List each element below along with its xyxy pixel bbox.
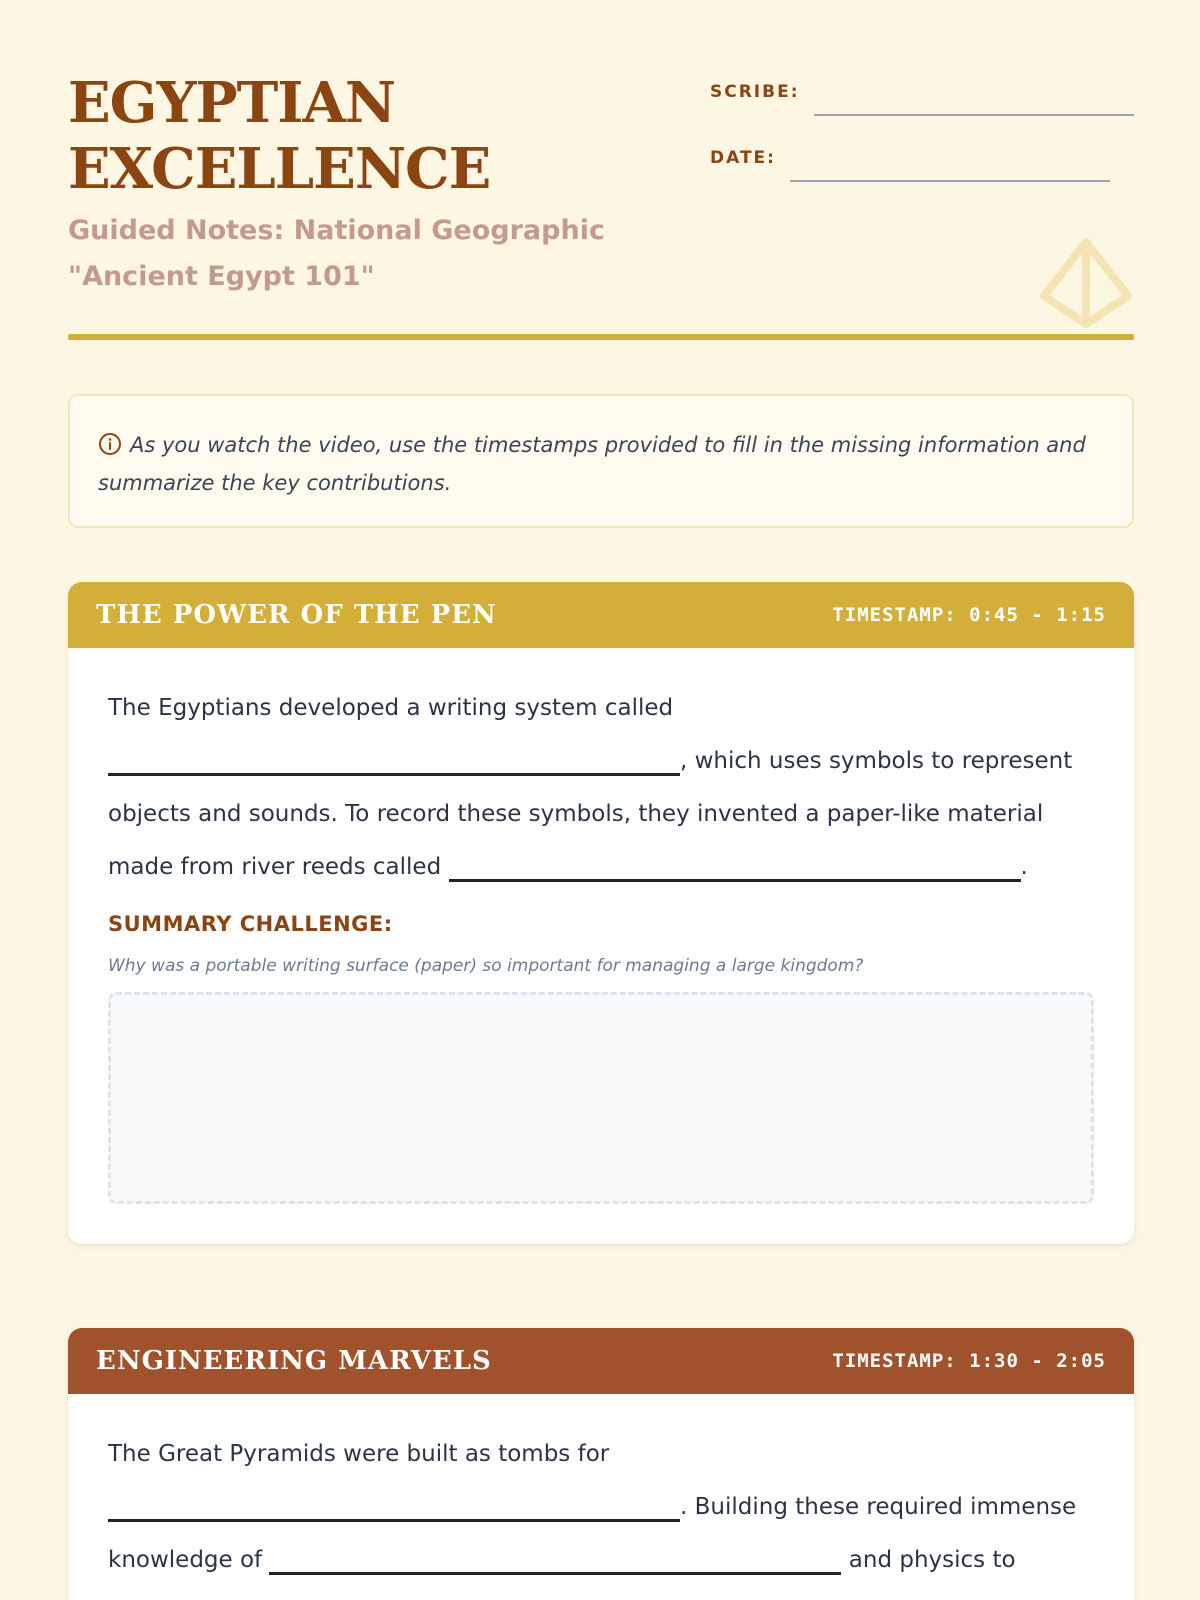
section-body: [68, 1394, 1134, 1600]
instructions-text: As you watch the video, use the timestamps provided to fill in the missing information and summarize the key contributions.: [98, 433, 1086, 495]
section-timestamp: TIMESTAMP: 0:45 - 1:15: [832, 604, 1106, 626]
instructions-box: [68, 394, 1134, 528]
scribe-label: SCRIBE:: [710, 82, 800, 102]
paragraph-text-1: The Egyptians developed a writing system called: [108, 695, 674, 721]
date-field: [710, 148, 1110, 168]
page-header: [68, 70, 1134, 340]
header-divider: [68, 334, 1134, 340]
paragraph-text-3: .: [1020, 854, 1028, 880]
instructions-text-wrap: [98, 426, 1104, 502]
summary-question: Why was a portable writing surface (paper) so important for managing a large kingdom?: [108, 956, 864, 976]
pyramid-icon: [1036, 236, 1136, 336]
section-title: THE POWER OF THE PEN: [96, 600, 497, 630]
fill-blank-mathematics[interactable]: [269, 1545, 841, 1575]
scribe-line[interactable]: [814, 114, 1134, 116]
section-card-power-of-the-pen: [68, 582, 1134, 1244]
fill-blank-writing-system[interactable]: [108, 746, 680, 776]
section-title: ENGINEERING MARVELS: [96, 1346, 492, 1376]
scribe-field: [710, 82, 1134, 102]
section-card-engineering-marvels: [68, 1328, 1134, 1600]
paragraph-text-2: . Building these required immense knowledge of: [108, 1494, 1077, 1573]
section-header: [68, 1328, 1134, 1394]
summary-label: SUMMARY CHALLENGE:: [108, 912, 393, 936]
fill-in-paragraph: [108, 682, 1094, 894]
fill-in-paragraph: [108, 1428, 1094, 1587]
fill-blank-pharaohs[interactable]: [108, 1492, 680, 1522]
title-line-2: EXCELLENCE: [68, 136, 491, 202]
section-timestamp: TIMESTAMP: 1:30 - 2:05: [832, 1350, 1106, 1372]
paragraph-text-3: and physics to: [848, 1547, 1016, 1573]
paragraph-text-2: , which uses symbols to represent objects and sounds. To record these symbols, they invented a paper-like material made from river reeds called: [108, 748, 1073, 880]
paragraph-text-1: The Great Pyramids were built as tombs for: [108, 1441, 610, 1467]
info-icon: [98, 432, 122, 456]
fill-blank-paper-material[interactable]: [449, 852, 1021, 882]
page-subtitle: Guided Notes: National Geographic "Ancient Egypt 101": [68, 215, 605, 292]
date-line[interactable]: [790, 180, 1110, 182]
summary-answer-box[interactable]: [108, 992, 1094, 1204]
section-header: [68, 582, 1134, 648]
date-label: DATE:: [710, 148, 776, 168]
title-line-1: EGYPTIAN: [68, 70, 396, 136]
section-body: [68, 648, 1134, 1244]
